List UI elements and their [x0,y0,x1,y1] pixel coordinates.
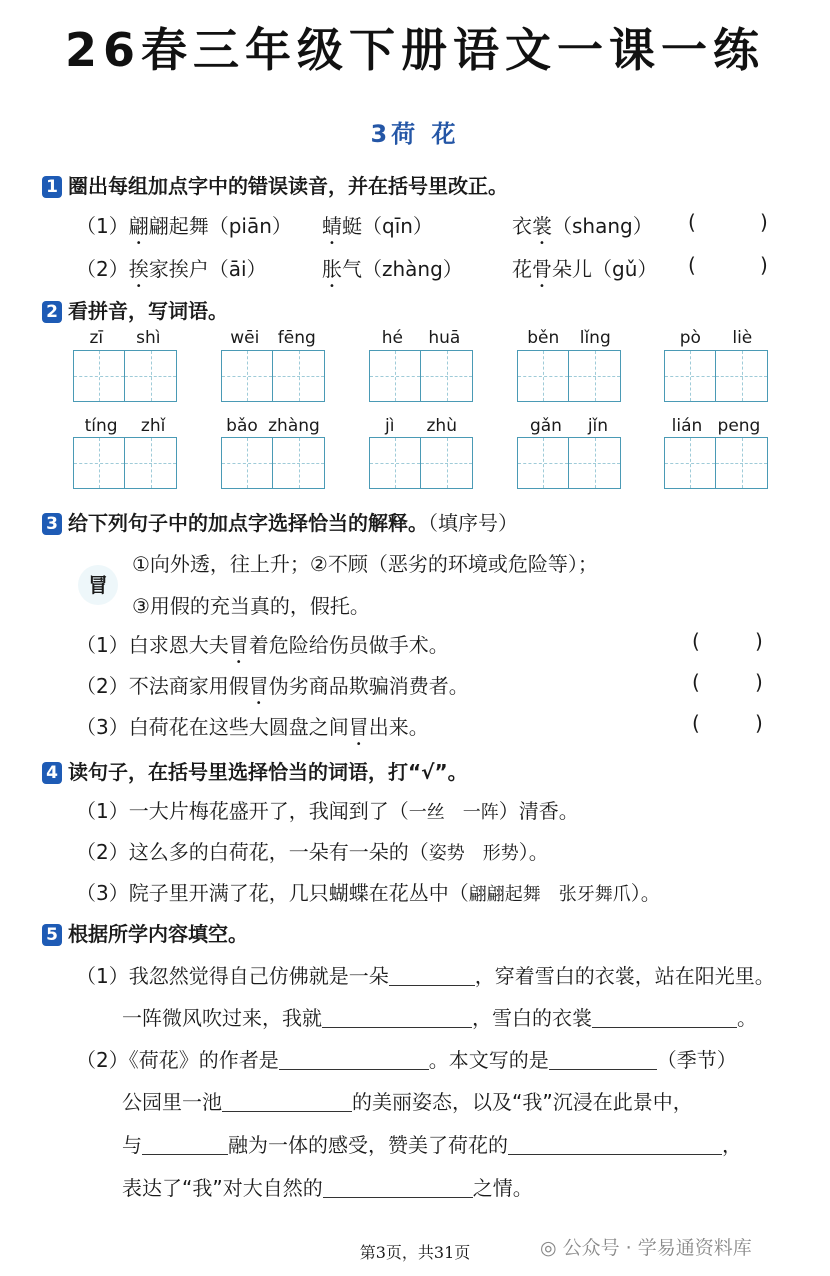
fill-line: （2）《荷花》的作者是 。本文写的是 （季节） [76,1048,737,1072]
choice-item [76,877,661,906]
q3-text: 给下列句子中的加点字选择恰当的解释。 [68,511,428,535]
pinyin-syllable: shì [136,328,161,348]
q4-text: 读句子，在括号里选择恰当的词语，打“√”。 [68,760,468,784]
pinyin-item [76,253,267,292]
definition-line: ①向外透，往上升；②不顾（恶劣的环境或危险等）； [132,552,598,576]
answer-paren-open[interactable]: ( [688,253,696,277]
dotted-char: 翩 [128,214,149,238]
dotted-char: 冒 [348,715,369,739]
q4-heading [42,756,468,785]
pinyin-label [369,416,473,436]
choice-item [76,836,549,865]
q5-text: 根据所学内容填空。 [68,922,248,946]
answer-blank[interactable] [508,1134,722,1155]
lesson-title: 3荷 花 [370,120,460,148]
text-segment: （1） [76,633,129,657]
grid-cell[interactable] [222,351,273,401]
item-label: （1） [76,214,129,238]
grid-cell[interactable] [569,351,620,401]
text-segment: 翩起舞（piān） [148,214,292,238]
pinyin-label [221,416,325,436]
writing-grid[interactable] [221,437,325,489]
grid-cell[interactable] [569,438,620,488]
answer-paren-open[interactable]: ( [692,629,700,653]
q1-heading [42,170,508,199]
dotted-char: 冒 [228,633,249,657]
answer-paren-open[interactable]: ( [688,210,696,234]
text-segment: （shang） [552,214,653,238]
fill-line: 与 融为一体的感受，赞美了荷花的 ， [122,1133,742,1157]
pinyin-label [517,416,621,436]
writing-grid[interactable] [517,437,621,489]
grid-cell[interactable] [421,351,472,401]
item-label: （2） [76,257,129,281]
dotted-char: 挨 [128,257,149,281]
q3-hint: （填序号） [428,511,518,535]
q1-number: 1 [42,176,62,198]
pinyin-item [322,253,463,292]
text-segment: 不法商家用假 [128,674,249,698]
writing-grid[interactable] [369,350,473,402]
pinyin-syllable: běn [527,328,560,348]
grid-cell[interactable] [74,438,125,488]
answer-blank[interactable] [279,1049,429,1070]
writing-grid[interactable] [517,350,621,402]
pinyin-item [76,210,292,249]
text-segment: 院子里开满了花，几只蝴蝶在花丛中（ [128,881,469,905]
pinyin-syllable: wēi [230,328,260,348]
definition-line: ③用假的充当真的，假托。 [132,594,370,618]
pinyin-syllable: hé [381,328,403,348]
answer-blank[interactable] [323,1177,473,1198]
choice-option[interactable]: 姿势 [428,843,465,864]
pinyin-label [369,328,473,348]
q3-number: 3 [42,513,62,535]
answer-paren-open[interactable]: ( [692,711,700,735]
choice-option[interactable]: 一丝 [408,802,445,823]
q3-heading [42,507,518,536]
grid-cell[interactable] [716,351,767,401]
watermark: ◎ 公众号 · 学易通资料库 [540,1237,752,1259]
writing-grid[interactable] [664,437,768,489]
text-segment: 家挨户（āi） [148,257,267,281]
page-title: 26春三年级下册语文一课一练 [64,23,765,77]
writing-grid[interactable] [369,437,473,489]
pinyin-item [322,210,433,249]
answer-blank[interactable] [389,965,475,986]
pinyin-syllable: fēng [277,328,316,348]
text-segment: ）清香。 [498,799,579,823]
pinyin-syllable: zhǐ [140,416,166,436]
text-segment: 花 [512,257,532,281]
text-segment: （3） [76,715,129,739]
choice-option[interactable]: 形势 [482,843,519,864]
answer-blank[interactable] [142,1134,228,1155]
text-segment: ）。 [518,840,549,864]
pinyin-item [512,210,653,249]
pinyin-label [664,416,768,436]
pinyin-syllable: peng [717,416,761,436]
pinyin-label [73,416,177,436]
pinyin-syllable: pò [679,328,701,348]
text-segment: 着危险给伤员做手术。 [248,633,449,657]
text-segment: 白求恩大夫 [128,633,229,657]
grid-cell[interactable] [665,351,716,401]
dotted-char: 裳 [532,214,552,238]
q2-text: 看拼音，写词语。 [68,299,228,323]
text-segment: （1） [76,799,129,823]
target-char: 冒 [78,565,118,605]
answer-paren-close[interactable]: ) [760,210,768,234]
writing-grid[interactable] [73,437,177,489]
pinyin-syllable: zī [89,328,104,348]
wechat-icon: ◎ [540,1237,563,1259]
text-segment: 出来。 [368,715,429,739]
choice-option[interactable]: 翩翩起舞 [468,884,541,905]
fill-line: （1）我忽然觉得自己仿佛就是一朵 ，穿着雪白的衣裳，站在阳光里。 [76,964,775,988]
text-segment: （3） [76,881,129,905]
grid-cell[interactable] [665,438,716,488]
pinyin-syllable: huā [428,328,461,348]
q4-number: 4 [42,762,62,784]
answer-paren-close[interactable]: ) [760,253,768,277]
grid-cell[interactable] [125,351,176,401]
text-segment: 一大片梅花盛开了，我闻到了（ [128,799,409,823]
text-segment: （2） [76,674,129,698]
answer-paren-close[interactable]: ) [755,629,763,653]
sentence-item [76,711,429,750]
answer-paren-open[interactable]: ( [692,670,700,694]
pinyin-syllable: zhù [426,416,457,436]
text-segment: （2） [76,840,129,864]
text-segment: 白荷花在这些大圆盘之间 [128,715,349,739]
answer-paren-close[interactable]: ) [755,711,763,735]
choice-option[interactable]: 一阵 [462,802,499,823]
text-segment: 蜓（qīn） [342,214,433,238]
answer-blank[interactable] [222,1091,352,1112]
writing-grid[interactable] [221,350,325,402]
grid-cell[interactable] [716,438,767,488]
answer-blank[interactable] [549,1049,657,1070]
q5-number: 5 [42,924,62,946]
text-segment: 朵儿（gǔ） [552,257,658,281]
grid-cell[interactable] [370,438,421,488]
page-number: 第3页，共31页 [359,1243,471,1262]
grid-cell[interactable] [370,351,421,401]
dotted-char: 骨 [532,257,552,281]
fill-line: 一阵微风吹过来，我就 ，雪白的衣裳 。 [122,1006,757,1030]
grid-cell[interactable] [273,438,324,488]
grid-cell[interactable] [421,438,472,488]
pinyin-syllable: bǎo [226,416,258,436]
grid-cell[interactable] [518,351,569,401]
pinyin-syllable: lián [671,416,703,436]
pinyin-item [512,253,657,292]
text-segment: ）。 [630,881,661,905]
choice-item [76,795,579,824]
fill-line: 公园里一池 的美丽姿态，以及“我”沉浸在此景中， [122,1090,693,1114]
pinyin-label [221,328,325,348]
q5-heading [42,918,248,947]
pinyin-syllable: zhàng [268,416,320,436]
pinyin-syllable: tíng [84,416,118,436]
pinyin-label [664,328,768,348]
pinyin-syllable: gǎn [529,416,562,436]
q2-heading [42,295,228,324]
writing-grid[interactable] [73,350,177,402]
text-segment: 气（zhàng） [342,257,463,281]
pinyin-syllable: liè [732,328,753,348]
dotted-char: 冒 [248,674,269,698]
grid-cell[interactable] [273,351,324,401]
answer-blank[interactable] [592,1007,737,1028]
answer-blank[interactable] [322,1007,472,1028]
dotted-char: 蜻 [322,214,342,238]
pinyin-syllable: lǐng [579,328,611,348]
pinyin-syllable: jǐn [587,416,609,436]
text-segment: 伪劣商品欺骗消费者。 [268,674,469,698]
text-segment: 衣 [512,214,532,238]
q1-text: 圈出每组加点字中的错误读音，并在括号里改正。 [68,174,508,198]
pinyin-label [73,328,177,348]
pinyin-syllable: jì [385,416,395,436]
sentence-item [76,670,469,709]
choice-option[interactable]: 张牙舞爪 [558,884,631,905]
grid-cell[interactable] [125,438,176,488]
grid-cell[interactable] [222,438,273,488]
grid-cell[interactable] [518,438,569,488]
dotted-char: 胀 [322,257,342,281]
pinyin-label [517,328,621,348]
sentence-item [76,629,449,668]
answer-paren-close[interactable]: ) [755,670,763,694]
q2-number: 2 [42,301,62,323]
fill-line: 表达了“我”对大自然的 之情。 [122,1176,533,1200]
grid-cell[interactable] [74,351,125,401]
text-segment: 这么多的白荷花，一朵有一朵的（ [128,840,429,864]
writing-grid[interactable] [664,350,768,402]
